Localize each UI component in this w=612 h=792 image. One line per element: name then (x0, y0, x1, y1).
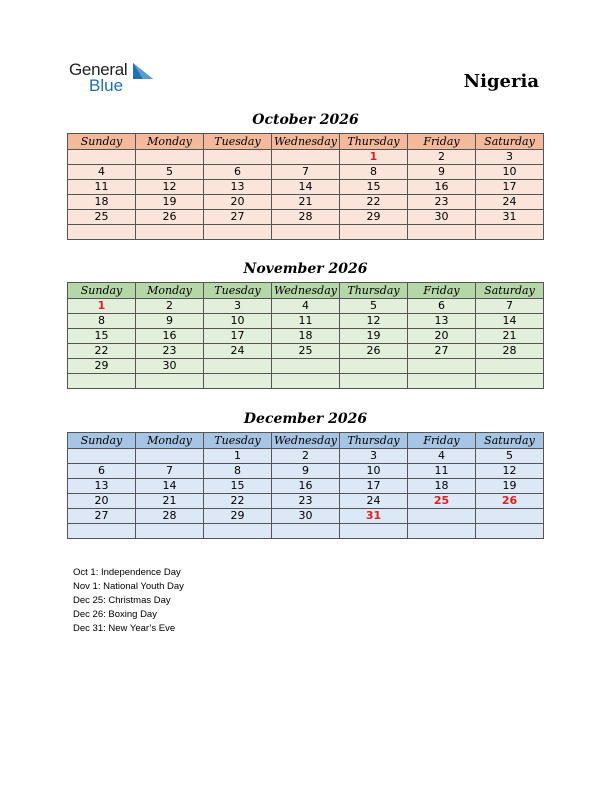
day-cell: 16 (136, 329, 204, 344)
empty-day-cell (204, 225, 272, 240)
week-row (68, 359, 544, 374)
weekday-header: Thursday (340, 433, 408, 449)
day-cell: 10 (476, 165, 544, 180)
day-cell: 20 (68, 494, 136, 509)
day-cell: 23 (408, 195, 476, 210)
day-cell: 26 (340, 344, 408, 359)
holiday-day-cell: 1 (68, 299, 136, 314)
day-cell: 9 (136, 314, 204, 329)
day-cell: 1 (204, 449, 272, 464)
day-cell: 24 (476, 195, 544, 210)
day-cell: 20 (408, 329, 476, 344)
day-cell: 8 (204, 464, 272, 479)
week-row (68, 314, 544, 329)
empty-day-cell (340, 374, 408, 389)
empty-day-cell (408, 509, 476, 524)
day-cell: 17 (476, 180, 544, 195)
week-row (68, 299, 544, 314)
week-row (68, 449, 544, 464)
day-cell: 5 (476, 449, 544, 464)
week-row (68, 180, 544, 195)
empty-day-cell (68, 524, 136, 539)
day-cell: 4 (272, 299, 340, 314)
day-cell: 13 (408, 314, 476, 329)
day-cell: 24 (340, 494, 408, 509)
weekday-header: Thursday (340, 134, 408, 150)
empty-day-cell (204, 374, 272, 389)
day-cell: 7 (136, 464, 204, 479)
day-cell: 12 (136, 180, 204, 195)
month-title-october: October 2026 (252, 112, 359, 128)
empty-day-cell (68, 150, 136, 165)
day-cell: 21 (476, 329, 544, 344)
empty-day-cell (340, 524, 408, 539)
day-cell: 3 (476, 150, 544, 165)
weekday-header: Friday (408, 283, 476, 299)
weekday-header: Monday (136, 433, 204, 449)
empty-day-cell (476, 359, 544, 374)
day-cell: 17 (340, 479, 408, 494)
empty-day-cell (136, 524, 204, 539)
day-cell: 3 (204, 299, 272, 314)
holiday-note: Dec 26: Boxing Day (73, 609, 157, 620)
day-cell: 22 (68, 344, 136, 359)
weekday-header: Sunday (68, 134, 136, 150)
day-cell: 18 (408, 479, 476, 494)
month-title-december: December 2026 (243, 411, 368, 427)
week-row (68, 195, 544, 210)
day-cell: 28 (272, 210, 340, 225)
empty-day-cell (272, 359, 340, 374)
calendar-november (67, 282, 544, 389)
week-row (68, 225, 544, 240)
day-cell: 11 (68, 180, 136, 195)
empty-day-cell (204, 150, 272, 165)
day-cell: 3 (340, 449, 408, 464)
weekday-header: Wednesday (272, 283, 340, 299)
day-cell: 14 (476, 314, 544, 329)
day-cell: 8 (68, 314, 136, 329)
day-cell: 4 (408, 449, 476, 464)
weekday-header: Friday (408, 134, 476, 150)
empty-day-cell (408, 359, 476, 374)
day-cell: 22 (340, 195, 408, 210)
week-row (68, 165, 544, 180)
day-cell: 14 (136, 479, 204, 494)
day-cell: 12 (340, 314, 408, 329)
weekday-header: Tuesday (204, 134, 272, 150)
day-cell: 9 (272, 464, 340, 479)
day-cell: 22 (204, 494, 272, 509)
weekday-header: Thursday (340, 283, 408, 299)
weekday-header: Sunday (68, 283, 136, 299)
holiday-notes (73, 566, 184, 636)
day-cell: 23 (136, 344, 204, 359)
week-row (68, 479, 544, 494)
day-cell: 21 (136, 494, 204, 509)
empty-day-cell (476, 509, 544, 524)
logo-text-blue: Blue (89, 76, 124, 95)
empty-day-cell (272, 150, 340, 165)
day-cell: 31 (476, 210, 544, 225)
weekday-header: Wednesday (272, 134, 340, 150)
empty-day-cell (476, 524, 544, 539)
day-cell: 16 (408, 180, 476, 195)
day-cell: 27 (204, 210, 272, 225)
day-cell: 28 (476, 344, 544, 359)
day-cell: 27 (68, 509, 136, 524)
day-cell: 13 (204, 180, 272, 195)
holiday-note: Dec 31: New Year’s Eve (73, 623, 176, 634)
day-cell: 10 (340, 464, 408, 479)
day-cell: 30 (272, 509, 340, 524)
empty-day-cell (476, 374, 544, 389)
empty-day-cell (272, 225, 340, 240)
day-cell: 11 (408, 464, 476, 479)
holiday-day-cell: 1 (340, 150, 408, 165)
empty-day-cell (204, 359, 272, 374)
weekday-header: Monday (136, 134, 204, 150)
empty-day-cell (272, 374, 340, 389)
day-cell: 16 (272, 479, 340, 494)
empty-day-cell (476, 225, 544, 240)
empty-day-cell (340, 359, 408, 374)
week-row (68, 150, 544, 165)
empty-day-cell (136, 225, 204, 240)
empty-day-cell (272, 524, 340, 539)
day-cell: 24 (204, 344, 272, 359)
day-cell: 29 (340, 210, 408, 225)
empty-day-cell (136, 374, 204, 389)
week-row (68, 524, 544, 539)
week-row (68, 329, 544, 344)
day-cell: 20 (204, 195, 272, 210)
week-row (68, 464, 544, 479)
day-cell: 2 (408, 150, 476, 165)
holiday-day-cell: 26 (476, 494, 544, 509)
day-cell: 14 (272, 180, 340, 195)
weekday-header-row (68, 283, 544, 299)
weekday-header: Saturday (476, 134, 544, 150)
day-cell: 11 (272, 314, 340, 329)
day-cell: 6 (204, 165, 272, 180)
country-title: Nigeria (463, 71, 539, 92)
empty-day-cell (136, 150, 204, 165)
holiday-day-cell: 31 (340, 509, 408, 524)
day-cell: 18 (68, 195, 136, 210)
empty-day-cell (340, 225, 408, 240)
day-cell: 29 (68, 359, 136, 374)
day-cell: 12 (476, 464, 544, 479)
day-cell: 18 (272, 329, 340, 344)
day-cell: 7 (272, 165, 340, 180)
empty-day-cell (204, 524, 272, 539)
day-cell: 19 (476, 479, 544, 494)
logo-triangle-icon (133, 63, 153, 79)
day-cell: 27 (408, 344, 476, 359)
weekday-header-row (68, 433, 544, 449)
weekday-header: Tuesday (204, 283, 272, 299)
weekday-header: Saturday (476, 283, 544, 299)
week-row (68, 210, 544, 225)
holiday-note: Nov 1: National Youth Day (73, 581, 184, 592)
week-row (68, 374, 544, 389)
day-cell: 10 (204, 314, 272, 329)
logo-text-general: General (69, 60, 128, 79)
day-cell: 4 (68, 165, 136, 180)
holiday-day-cell: 25 (408, 494, 476, 509)
weekday-header: Tuesday (204, 433, 272, 449)
day-cell: 15 (340, 180, 408, 195)
calendar-october (67, 133, 544, 240)
week-row (68, 494, 544, 509)
day-cell: 30 (408, 210, 476, 225)
day-cell: 8 (340, 165, 408, 180)
empty-day-cell (68, 225, 136, 240)
weekday-header: Saturday (476, 433, 544, 449)
weekday-header-row (68, 134, 544, 150)
day-cell: 29 (204, 509, 272, 524)
day-cell: 25 (272, 344, 340, 359)
day-cell: 2 (136, 299, 204, 314)
empty-day-cell (408, 225, 476, 240)
weekday-header: Friday (408, 433, 476, 449)
empty-day-cell (68, 374, 136, 389)
empty-day-cell (136, 449, 204, 464)
day-cell: 5 (340, 299, 408, 314)
day-cell: 13 (68, 479, 136, 494)
week-row (68, 509, 544, 524)
day-cell: 15 (68, 329, 136, 344)
day-cell: 25 (68, 210, 136, 225)
day-cell: 6 (408, 299, 476, 314)
empty-day-cell (408, 524, 476, 539)
week-row (68, 344, 544, 359)
empty-day-cell (408, 374, 476, 389)
month-title-november: November 2026 (243, 261, 368, 277)
empty-day-cell (68, 449, 136, 464)
day-cell: 19 (340, 329, 408, 344)
day-cell: 15 (204, 479, 272, 494)
day-cell: 26 (136, 210, 204, 225)
weekday-header: Wednesday (272, 433, 340, 449)
holiday-note: Dec 25: Christmas Day (73, 595, 171, 606)
holiday-note: Oct 1: Independence Day (73, 567, 181, 578)
day-cell: 19 (136, 195, 204, 210)
day-cell: 6 (68, 464, 136, 479)
day-cell: 9 (408, 165, 476, 180)
day-cell: 2 (272, 449, 340, 464)
weekday-header: Monday (136, 283, 204, 299)
day-cell: 5 (136, 165, 204, 180)
day-cell: 21 (272, 195, 340, 210)
day-cell: 23 (272, 494, 340, 509)
day-cell: 30 (136, 359, 204, 374)
calendar-december (67, 432, 544, 539)
day-cell: 7 (476, 299, 544, 314)
day-cell: 28 (136, 509, 204, 524)
weekday-header: Sunday (68, 433, 136, 449)
day-cell: 17 (204, 329, 272, 344)
